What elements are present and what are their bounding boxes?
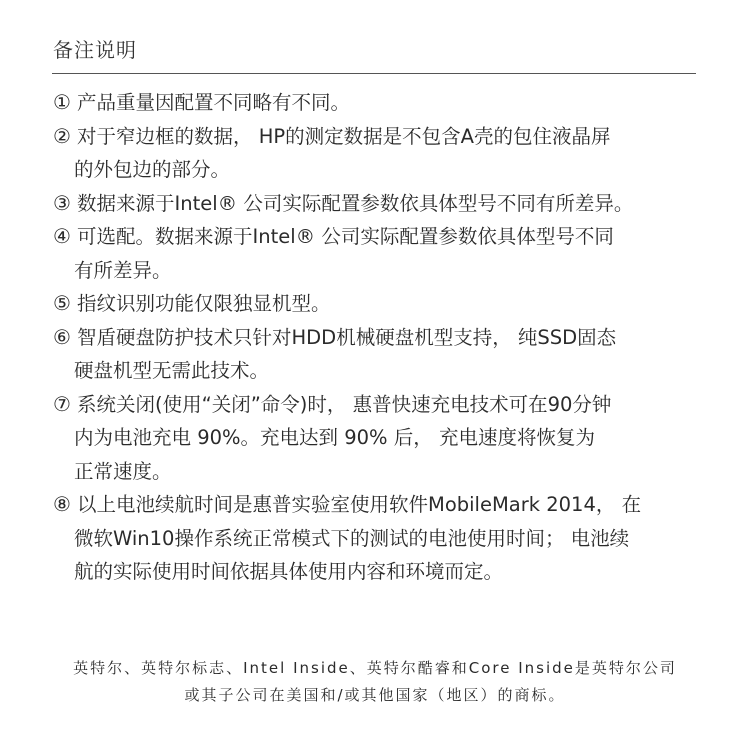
note-item	[50, 220, 710, 287]
note-line: 对于窄边框的数据， HP的测定数据是不包含A壳的包住液晶屏	[77, 124, 611, 148]
note-line: 微软Win10操作系统正常模式下的测试的电池使用时间； 电池续	[74, 526, 630, 550]
note-line: 系统关闭(使用“关闭”命令)时， 惠普快速充电技术可在90分钟	[77, 392, 612, 416]
notes-list	[50, 86, 710, 589]
title-divider	[52, 73, 696, 74]
note-number: ③	[53, 190, 71, 215]
trademark-line: 或其子公司在美国和/或其他国家（地区）的商标。	[184, 686, 566, 704]
note-item	[50, 287, 710, 321]
note-number: ①	[53, 90, 71, 114]
note-line: 智盾硬盘防护技术只针对HDD机械硬盘机型支持， 纯SSD固态	[77, 325, 617, 349]
note-line: 的外包边的部分。	[74, 158, 231, 181]
note-number: ⑥	[53, 324, 71, 349]
note-line: 产品重量因配置不同略有不同。	[77, 91, 351, 114]
note-line: 正常速度。	[74, 459, 172, 483]
note-number: ④	[53, 224, 71, 248]
trademark-notice	[0, 655, 750, 709]
note-line: 有所差异。	[74, 258, 172, 282]
note-line: 航的实际使用时间依据具体使用内容和环境而定。	[74, 560, 504, 583]
note-item	[50, 120, 710, 187]
note-line: 内为电池充电 90%。充电达到 90% 后， 充电速度将恢复为	[74, 426, 595, 449]
note-line: 可选配。数据来源于Intel® 公司实际配置参数依具体型号不同	[77, 225, 614, 248]
note-line: 指纹识别功能仅限独显机型。	[77, 292, 331, 315]
note-item	[50, 187, 710, 221]
note-number: ⑤	[53, 291, 71, 315]
note-line: 以上电池续航时间是惠普实验室使用软件MobileMark 2014， 在	[77, 493, 642, 516]
note-number: ⑧	[53, 492, 71, 516]
note-item	[50, 388, 710, 489]
trademark-line: 英特尔、英特尔标志、Intel Inside、英特尔酷睿和Core Inside是英特尔公司	[73, 659, 677, 677]
note-number: ②	[53, 123, 71, 148]
note-number: ⑦	[53, 391, 71, 416]
note-item	[50, 488, 710, 589]
page-title: 备注说明	[53, 38, 137, 62]
note-item	[50, 86, 710, 120]
note-line: 数据来源于Intel® 公司实际配置参数依具体型号不同有所差异。	[77, 191, 634, 215]
note-item	[50, 321, 710, 388]
note-line: 硬盘机型无需此技术。	[74, 359, 270, 382]
